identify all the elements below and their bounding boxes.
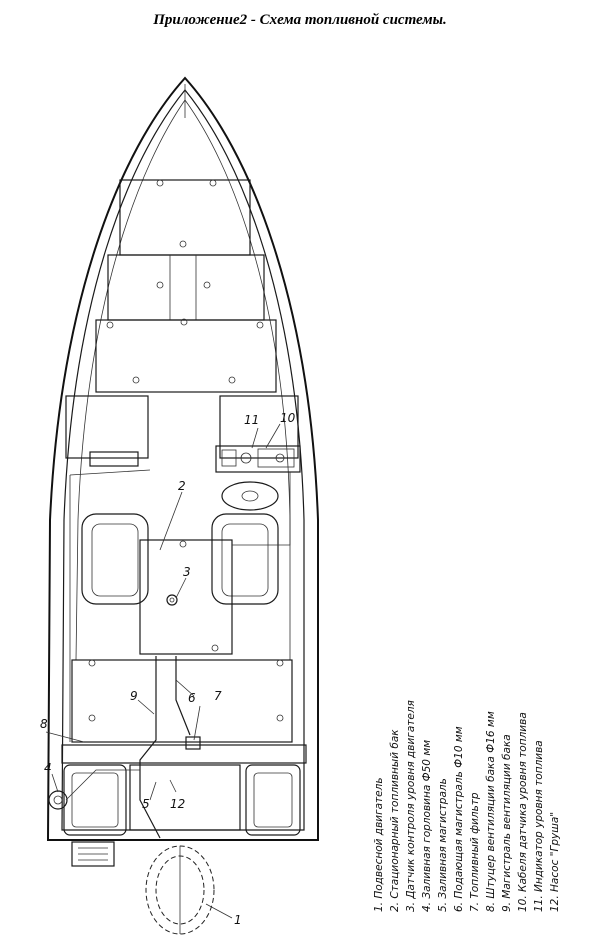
legend-item-10: 10. Кабеля датчика уровня топлива bbox=[517, 712, 529, 912]
leader-lines bbox=[46, 424, 280, 918]
legend bbox=[373, 700, 561, 912]
callout-1: 1 bbox=[234, 913, 242, 927]
aft-deck bbox=[62, 660, 306, 866]
legend-item-6: 6. Подающая магистраль Ф10 мм bbox=[453, 726, 465, 912]
callout-5: 5 bbox=[142, 797, 150, 811]
callout-2: 2 bbox=[178, 479, 186, 493]
legend-item-5: 5. Заливная магистраль bbox=[437, 778, 449, 912]
callout-7: 7 bbox=[214, 689, 222, 703]
callout-9: 9 bbox=[130, 689, 138, 703]
legend-item-1: 1. Подвесной двигатель bbox=[373, 777, 385, 912]
outboard-engine bbox=[146, 846, 214, 934]
legend-item-4: 4. Заливная горловина Ф50 мм bbox=[421, 739, 433, 912]
legend-item-9: 9. Магистраль вентиляции бака bbox=[501, 734, 513, 912]
callout-3: 3 bbox=[183, 565, 191, 579]
legend-item-8: 8. Штуцер вентиляции бака Ф16 мм bbox=[485, 711, 497, 912]
callout-8: 8 bbox=[40, 717, 48, 731]
legend-item-12: 12. Насос "Груша" bbox=[549, 811, 561, 912]
hull-outline bbox=[48, 78, 318, 840]
legend-item-3: 3. Датчик контроля уровня двигателя bbox=[405, 700, 417, 912]
legend-item-7: 7. Топливный фильтр bbox=[469, 792, 481, 912]
callout-10: 10 bbox=[280, 411, 296, 425]
callout-labels bbox=[40, 411, 296, 927]
legend-item-2: 2. Стационарный топливный бак bbox=[389, 729, 401, 912]
bow-deck bbox=[96, 180, 276, 392]
fuel-tank bbox=[140, 540, 232, 654]
callout-12: 12 bbox=[170, 797, 186, 811]
callout-11: 11 bbox=[244, 413, 260, 427]
callout-4: 4 bbox=[44, 761, 52, 775]
legend-item-11: 11. Индикатор уровня топлива bbox=[533, 740, 545, 912]
callout-6: 6 bbox=[188, 691, 196, 705]
page-title: Приложение2 - Схема топливной системы. bbox=[153, 12, 447, 28]
